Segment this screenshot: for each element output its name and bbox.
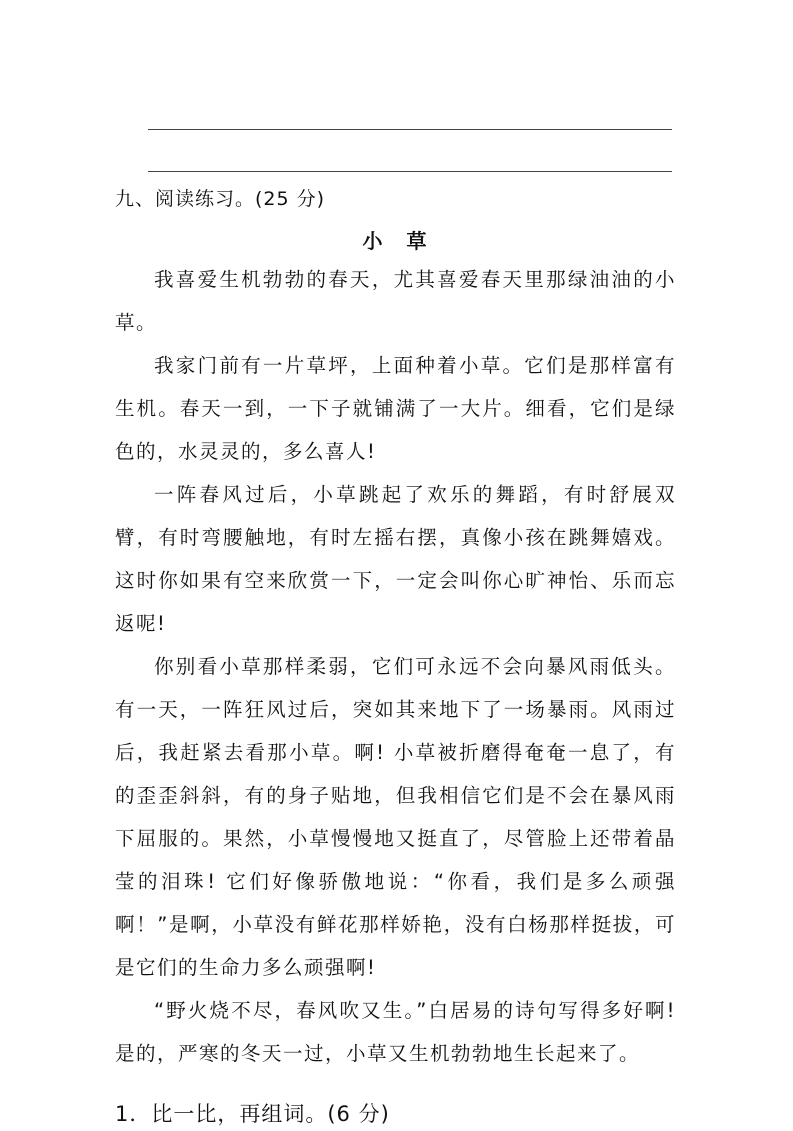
article-paragraph: 我喜爱生机勃勃的春天，尤其喜爱春天里那绿油油的小草。 [115,268,676,334]
answer-line [148,88,672,130]
article-title: 小 草 [362,229,429,253]
article-paragraph: 一阵春风过后，小草跳起了欢乐的舞蹈，有时舒展双臂，有时弯腰触地，有时左摇右摆，真像小孩在跳舞嬉戏。这时你如果有空来欣赏一下，一定会叫你心旷神怡、乐而忘返呢! [115,483,676,635]
worksheet-page [115,0,676,1131]
answer-lines [115,0,676,172]
article-paragraph: 我家门前有一片草坪，上面种着小草。它们是那样富有生机。春天一到，一下子就铺满了一大片。细看，它们是绿色的，水灵灵的，多么喜人! [115,354,676,463]
article-paragraph: “野火烧不尽，春风吹又生。”白居易的诗句写得多好啊! 是的，严寒的冬天一过，小草又生机勃勃地生长起来了。 [115,999,676,1065]
section-heading: 九、阅读练习。(25 分) [115,188,326,210]
answer-line [148,130,672,172]
article-paragraph: 你别看小草那样柔弱，它们可永远不会向暴风雨低头。有一天，一阵狂风过后，突如其来地下了一场暴雨。风雨过后，我赶紧去看那小草。啊! 小草被折磨得奄奄一息了，有的歪歪斜斜，有的身子贴地，但我相信它们是不会在暴风雨下屈服的。果然，小草慢慢地又挺直了，尽管脸上还带着晶莹的泪珠! 它们好像骄傲地说：“你看，我们是多么顽强啊！”是啊，小草没有鲜花那样娇艳，没有白杨那样挺拔，可是它们的生命力多么顽强啊! [115,655,676,979]
question-text: 1．比一比，再组词。(6 分) [115,1102,390,1126]
